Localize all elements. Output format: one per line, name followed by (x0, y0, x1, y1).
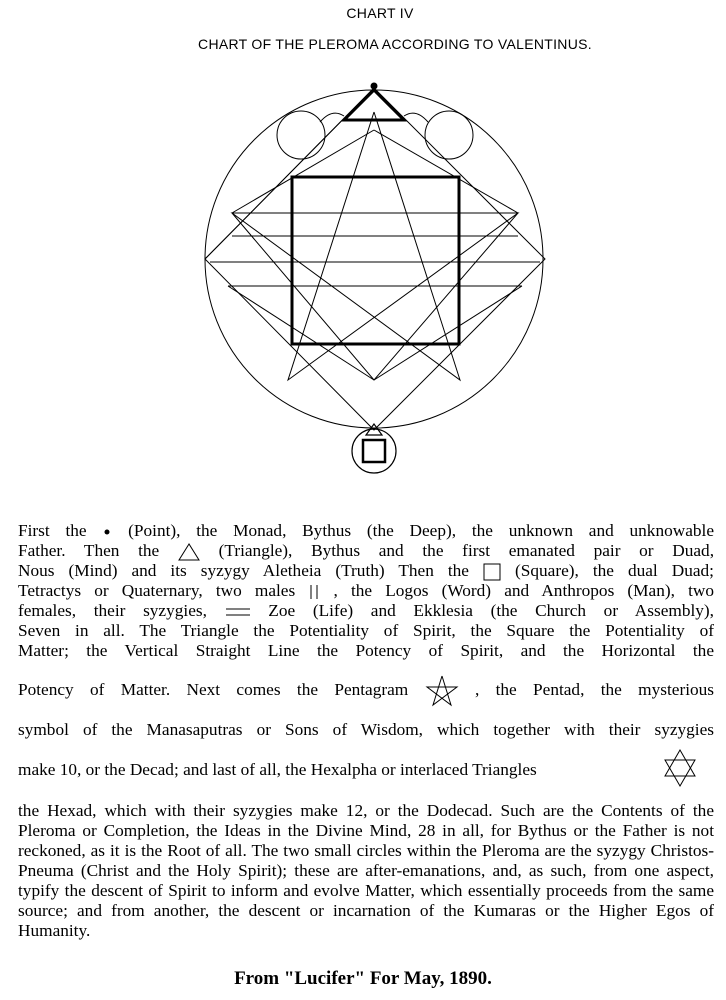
two-horizontal-lines-icon (225, 606, 251, 618)
text-fragment: Father. Then the (18, 541, 160, 560)
pentagram-icon (425, 674, 459, 708)
text-line: symbol of the Manasaputras or Sons of Wisdom, which together with their syzygies (18, 720, 714, 739)
hexalpha-icon (663, 748, 697, 788)
square-icon (292, 177, 459, 344)
hex-line-1 (232, 213, 518, 380)
text-fragment: , the Logos (Word) and Anthropos (Man), two (333, 581, 715, 601)
text-fragment: females, their syzygies, (18, 601, 207, 621)
text-fragment: Nous (Mind) and its syzygy Aletheia (Truth) Then the (18, 561, 469, 581)
point-icon (371, 83, 378, 90)
text-line (18, 541, 714, 561)
diag-1 (232, 130, 374, 213)
small-circle-right-tail (404, 113, 428, 122)
text-line: Matter; the Vertical Straight Line the Potency of Spirit, and the Horizontal the (18, 641, 714, 661)
small-circle-left-tail (320, 113, 344, 122)
two-vertical-lines-icon (308, 584, 320, 600)
paragraph-1 (18, 521, 714, 661)
square-icon (483, 563, 501, 581)
text-fragment: (Point), the Monad, Bythus (the Deep), the unknown and unknowable (128, 521, 714, 540)
triangle-icon (178, 543, 200, 561)
text-fragment: Zoe (Life) and Ekklesia (the Church or Assembly), (268, 601, 714, 621)
text-fragment: (Triangle), Bythus and the first emanated pair or Duad, (218, 541, 715, 560)
text-line (18, 521, 714, 541)
text-line (18, 581, 714, 601)
text-fragment: , the Pentad, the mysterious (474, 680, 715, 699)
text-fragment: Potency of Matter. Next comes the Pentagram (18, 680, 409, 699)
text-line (18, 601, 714, 621)
small-square-icon (363, 440, 385, 462)
text-fragment: First the (18, 521, 87, 540)
small-circle-right (425, 111, 473, 159)
source-footer: From "Lucifer" For May, 1890. (234, 968, 492, 989)
chart-label: CHART IV (346, 5, 414, 21)
text-line: make 10, or the Decad; and last of all, the Hexalpha or interlaced Triangles (18, 760, 537, 779)
text-fragment: (Square), the dual Duad; (515, 561, 714, 581)
point-icon (102, 527, 112, 537)
text-line: Seven in all. The Triangle the Potentiality of Spirit, the Square the Potentiality of (18, 621, 714, 641)
pleroma-diagram (0, 0, 726, 480)
text-fragment: Tetractys or Quaternary, two males (18, 581, 296, 601)
paragraph-2: the Hexad, which with their syzygies make 12, or the Dodecad. Such are the Contents of the Pleroma or Completion, the Ideas in the Divine Mind, 28 in all, for Bythus or the Father is not reckoned, as it is the Root of all. The two small circles within the Pleroma are the syzygy Christos-Pneuma (Christ and the Holy Spirit); these are after-emanations, and, as such, from one aspect, typify the descent of Spirit to inform and evolve Matter, which essentially proceeds from the same source; and from another, the descent or incarnation of the Kumaras or the Higher Egos of Humanity. (18, 801, 714, 940)
pentagram-line (18, 672, 714, 708)
triangle-icon (344, 90, 404, 120)
small-circle-left (277, 111, 325, 159)
outer-circle (205, 90, 543, 428)
pentagram (232, 112, 518, 380)
text-line (18, 561, 714, 581)
chart-title: CHART OF THE PLEROMA ACCORDING TO VALENTINUS. (198, 36, 592, 52)
